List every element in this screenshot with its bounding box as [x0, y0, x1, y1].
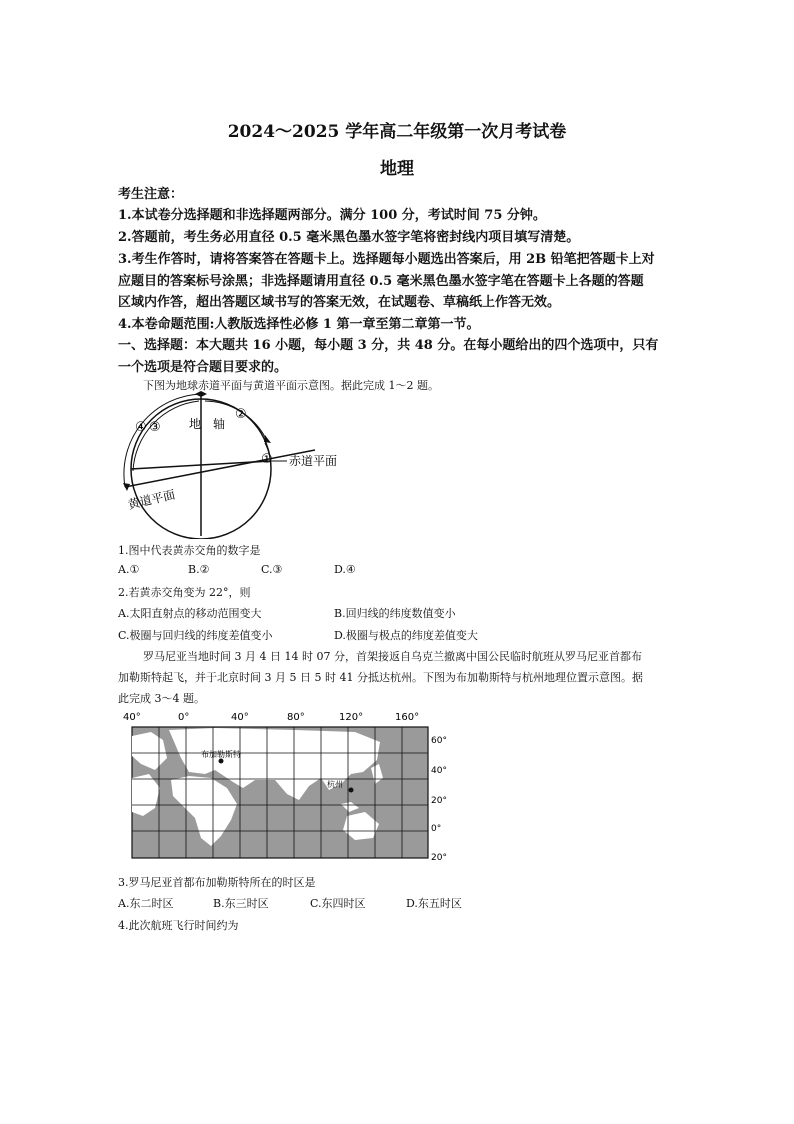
lat-label: 0°: [431, 824, 442, 834]
subject-title: 地理: [380, 159, 414, 179]
notice-item: 4.本卷命题范围:人教版选择性必修 1 第一章至第二章第一节。: [118, 317, 480, 332]
lon-label: 160°: [395, 712, 420, 723]
num-2: ②: [235, 407, 247, 422]
intro-q3-4-cont: 此完成 3～4 题。: [118, 692, 205, 705]
num-4: ④: [135, 420, 147, 435]
intro-q3-4-cont: 加勒斯特起飞，并于北京时间 3 月 5 日 5 时 41 分抵达杭州。下图为布加勒斯特与杭州地理位置示意图。据: [118, 671, 643, 684]
q3-option-a[interactable]: A.东二时区: [118, 897, 174, 910]
arc-3: [133, 401, 199, 471]
notice-item: 区域内作答，超出答题区域书写的答案无效，在试题卷、草稿纸上作答无效。: [118, 295, 561, 310]
q3-option-d[interactable]: D.东五时区: [406, 897, 462, 910]
lon-label: 120°: [339, 712, 364, 723]
arrow-head: [195, 391, 201, 397]
ecliptic-line: [125, 450, 315, 487]
city-label-hangzhou: 杭州: [327, 780, 343, 789]
equator-label: 赤道平面: [289, 454, 338, 468]
notice-heading: 考生注意：: [118, 187, 184, 202]
lon-label: 0°: [178, 712, 190, 723]
axis-label: 地 轴: [189, 417, 226, 431]
city-dot-bucharest: [219, 759, 224, 764]
lon-label: 40°: [123, 712, 141, 723]
arc-4: [124, 394, 201, 487]
city-label-bucharest: 布加勒斯特: [201, 750, 241, 759]
intro-q3-4: 罗马尼亚当地时间 3 月 4 日 14 时 07 分，首架接返自乌克兰撤离中国公民临时航班从罗马尼亚首都布: [143, 650, 642, 663]
question-1: 1.图中代表黄赤交角的数字是: [118, 544, 261, 557]
lon-label: 40°: [231, 712, 249, 723]
q1-option-d[interactable]: D.④: [334, 563, 356, 576]
q1-option-b[interactable]: B.②: [188, 563, 210, 576]
q2-option-a[interactable]: A.太阳直射点的移动范围变大: [118, 607, 262, 620]
q1-option-c[interactable]: C.③: [261, 563, 283, 576]
equator-ecliptic-diagram: [115, 391, 345, 539]
section-heading-cont: 一个选项是符合题目要求的。: [118, 360, 288, 375]
q2-option-d[interactable]: D.极圈与极点的纬度差值变大: [334, 629, 478, 642]
intro-q1-2: 下图为地球赤道平面与黄道平面示意图。据此完成 1～2 题。: [143, 379, 439, 392]
city-dot-hangzhou: [349, 788, 354, 793]
lat-label: 20°: [431, 853, 447, 863]
num-3: ③: [149, 420, 161, 435]
q1-option-a[interactable]: A.①: [118, 563, 140, 576]
q3-option-b[interactable]: B.东三时区: [213, 897, 269, 910]
lat-label: 20°: [431, 796, 447, 806]
arrow-head: [264, 435, 271, 443]
world-map: [115, 708, 460, 864]
question-2: 2.若黄赤交角变为 22°，则: [118, 586, 251, 599]
exam-title: 2024～2025 学年高二年级第一次月考试卷: [227, 122, 567, 142]
num-1: ①: [261, 452, 273, 467]
lon-label: 80°: [287, 712, 305, 723]
notice-item: 1.本试卷分选择题和非选择题两部分。满分 100 分，考试时间 75 分钟。: [118, 208, 546, 223]
ecliptic-label: 黄道平面: [126, 487, 177, 512]
notice-item: 3.考生作答时，请将答案答在答题卡上。选择题每小题选出答案后，用 2B 铅笔把答题卡上对: [118, 252, 655, 267]
question-4: 4.此次航班飞行时间约为: [118, 919, 239, 932]
q2-option-b[interactable]: B.回归线的纬度数值变小: [334, 607, 456, 620]
arrow-head: [123, 483, 130, 491]
notice-item: 应题目的答案标号涂黑；非选择题请用直径 0.5 毫米黑色墨水签字笔在答题卡上各题的答题: [118, 274, 644, 289]
q3-option-c[interactable]: C.东四时区: [310, 897, 366, 910]
q2-option-c[interactable]: C.极圈与回归线的纬度差值变小: [118, 629, 273, 642]
arrow-head: [201, 391, 207, 397]
notice-item: 2.答题前，考生务必用直径 0.5 毫米黑色墨水签字笔将密封线内项目填写清楚。: [118, 230, 580, 245]
lat-label: 40°: [431, 766, 447, 776]
question-3: 3.罗马尼亚首都布加勒斯特所在的时区是: [118, 876, 316, 889]
section-heading: 一、选择题：本大题共 16 小题，每小题 3 分，共 48 分。在每小题给出的四个选项中，只有: [118, 338, 659, 353]
lat-label: 60°: [431, 736, 447, 746]
